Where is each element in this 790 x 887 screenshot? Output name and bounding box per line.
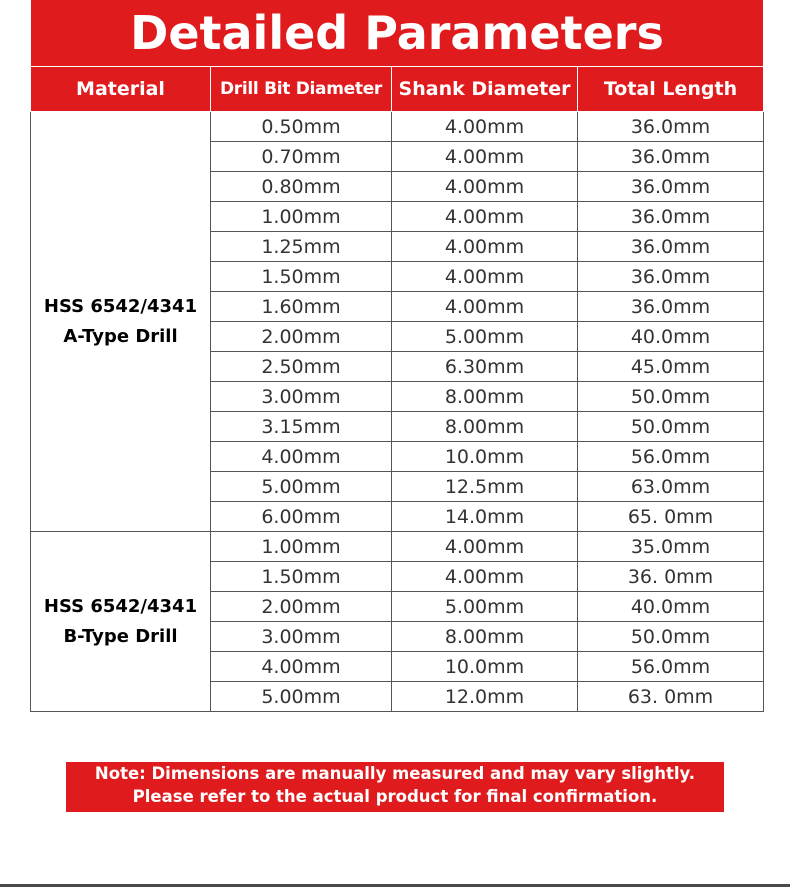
total-length-cell: 50.0mm <box>578 622 764 652</box>
note-line-1: Note: Dimensions are manually measured and may vary slightly. <box>94 764 696 783</box>
shank-diameter-cell: 5.00mm <box>392 322 578 352</box>
total-length-cell: 65. 0mm <box>578 502 764 532</box>
table-body <box>31 112 764 712</box>
header-drill-bit-diameter: Drill Bit Diameter <box>211 67 392 112</box>
total-length-cell: 36.0mm <box>578 112 764 142</box>
shank-diameter-cell: 8.00mm <box>392 412 578 442</box>
shank-diameter-cell: 4.00mm <box>392 292 578 322</box>
total-length-cell: 40.0mm <box>578 592 764 622</box>
total-length-cell: 50.0mm <box>578 412 764 442</box>
drill-bit-diameter-cell: 1.00mm <box>211 532 392 562</box>
total-length-cell: 40.0mm <box>578 322 764 352</box>
header-shank-diameter: Shank Diameter <box>392 67 578 112</box>
total-length-cell: 36.0mm <box>578 142 764 172</box>
drill-bit-diameter-cell: 4.00mm <box>211 442 392 472</box>
shank-diameter-cell: 10.0mm <box>392 652 578 682</box>
disclaimer-note <box>66 762 724 812</box>
shank-diameter-cell: 4.00mm <box>392 172 578 202</box>
shank-diameter-cell: 8.00mm <box>392 622 578 652</box>
drill-bit-diameter-cell: 2.50mm <box>211 352 392 382</box>
drill-bit-diameter-cell: 1.00mm <box>211 202 392 232</box>
drill-bit-diameter-cell: 1.60mm <box>211 292 392 322</box>
shank-diameter-cell: 10.0mm <box>392 442 578 472</box>
total-length-cell: 36.0mm <box>578 202 764 232</box>
total-length-cell: 36.0mm <box>578 292 764 322</box>
drill-bit-diameter-cell: 4.00mm <box>211 652 392 682</box>
total-length-cell: 63.0mm <box>578 472 764 502</box>
shank-diameter-cell: 4.00mm <box>392 532 578 562</box>
shank-diameter-cell: 6.30mm <box>392 352 578 382</box>
total-length-cell: 56.0mm <box>578 652 764 682</box>
total-length-cell: 35.0mm <box>578 532 764 562</box>
drill-bit-diameter-cell: 1.50mm <box>211 562 392 592</box>
drill-bit-diameter-cell: 0.80mm <box>211 172 392 202</box>
total-length-cell: 50.0mm <box>578 382 764 412</box>
drill-bit-diameter-cell: 2.00mm <box>211 592 392 622</box>
shank-diameter-cell: 5.00mm <box>392 592 578 622</box>
drill-bit-diameter-cell: 5.00mm <box>211 472 392 502</box>
total-length-cell: 36.0mm <box>578 232 764 262</box>
table-header-row <box>31 67 764 112</box>
total-length-cell: 56.0mm <box>578 442 764 472</box>
shank-diameter-cell: 4.00mm <box>392 112 578 142</box>
shank-diameter-cell: 4.00mm <box>392 232 578 262</box>
drill-bit-diameter-cell: 3.00mm <box>211 622 392 652</box>
material-cell: HSS 6542/4341 A-Type Drill <box>31 112 211 532</box>
total-length-cell: 36. 0mm <box>578 562 764 592</box>
drill-bit-diameter-cell: 3.15mm <box>211 412 392 442</box>
shank-diameter-cell: 4.00mm <box>392 142 578 172</box>
drill-bit-diameter-cell: 1.25mm <box>211 232 392 262</box>
drill-bit-diameter-cell: 1.50mm <box>211 262 392 292</box>
shank-diameter-cell: 8.00mm <box>392 382 578 412</box>
total-length-cell: 36.0mm <box>578 262 764 292</box>
shank-diameter-cell: 12.0mm <box>392 682 578 712</box>
shank-diameter-cell: 12.5mm <box>392 472 578 502</box>
drill-bit-diameter-cell: 6.00mm <box>211 502 392 532</box>
shank-diameter-cell: 14.0mm <box>392 502 578 532</box>
total-length-cell: 36.0mm <box>578 172 764 202</box>
header-total-length: Total Length <box>578 67 764 112</box>
table-row <box>31 112 764 142</box>
note-line-2: Please refer to the actual product for final confirmation. <box>132 787 658 806</box>
shank-diameter-cell: 4.00mm <box>392 262 578 292</box>
total-length-cell: 63. 0mm <box>578 682 764 712</box>
material-cell: HSS 6542/4341 B-Type Drill <box>31 532 211 712</box>
drill-bit-diameter-cell: 0.70mm <box>211 142 392 172</box>
drill-bit-diameter-cell: 3.00mm <box>211 382 392 412</box>
shank-diameter-cell: 4.00mm <box>392 202 578 232</box>
drill-bit-diameter-cell: 5.00mm <box>211 682 392 712</box>
parameters-table <box>30 66 764 712</box>
drill-bit-diameter-cell: 2.00mm <box>211 322 392 352</box>
drill-bit-diameter-cell: 0.50mm <box>211 112 392 142</box>
header-material: Material <box>31 67 211 112</box>
page-title: Detailed Parameters <box>31 0 763 66</box>
table-row <box>31 532 764 562</box>
shank-diameter-cell: 4.00mm <box>392 562 578 592</box>
total-length-cell: 45.0mm <box>578 352 764 382</box>
